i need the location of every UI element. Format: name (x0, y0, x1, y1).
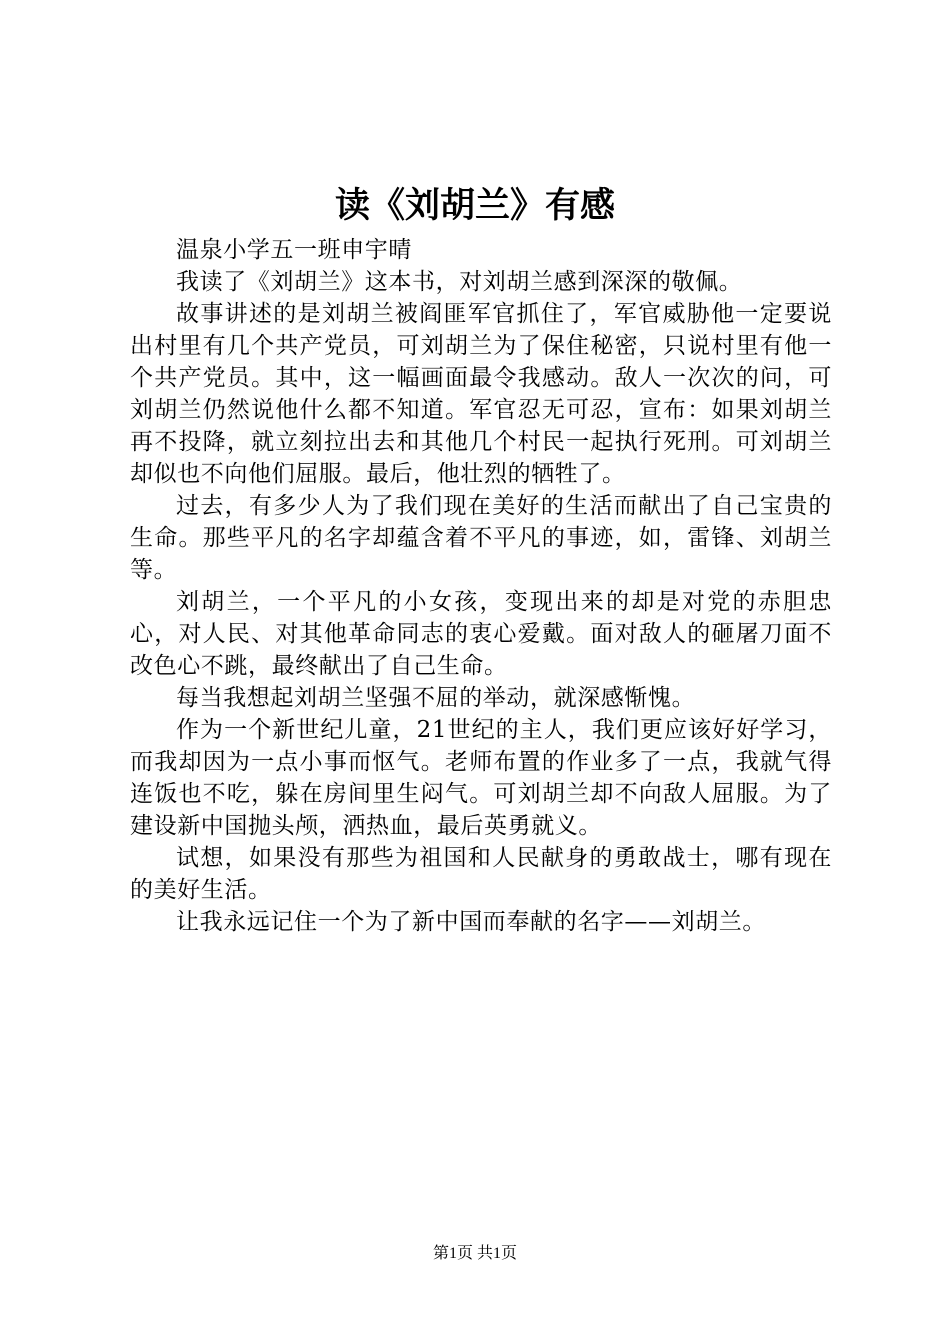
paragraph: 我读了《刘胡兰》这本书，对刘胡兰感到深深的敬佩。 (176, 269, 743, 295)
document-body (130, 234, 832, 938)
paragraph: 每当我想起刘胡兰坚强不屈的举动，就深感惭愧。 (176, 685, 696, 711)
page-footer: 第1页 共1页 (432, 1245, 517, 1262)
paragraph: 过去，有多少人为了我们现在美好的生活而献出了自己宝贵的生命。那些平凡的名字却蕴含着不平凡的事迹，如，雷锋、刘胡兰等。 (130, 493, 832, 583)
paragraph: 作为一个新世纪儿童，21世纪的主人，我们更应该好好学习，而我却因为一点小事而怄气。老师布置的作业多了一点，我就气得连饭也不吃，躲在房间里生闷气。可刘胡兰却不向敌人屈服。为了建设新中国抛头颅，洒热血，最后英勇就义。 (130, 717, 832, 839)
author-line: 温泉小学五一班申宇晴 (176, 237, 412, 263)
paragraph: 让我永远记住一个为了新中国而奉献的名字——刘胡兰。 (176, 909, 766, 935)
paragraph: 刘胡兰，一个平凡的小女孩，变现出来的却是对党的赤胆忠心，对人民、对其他革命同志的衷心爱戴。面对敌人的砸屠刀面不改色心不跳，最终献出了自己生命。 (130, 589, 832, 679)
paragraph: 试想，如果没有那些为祖国和人民献身的勇敢战士，哪有现在的美好生活。 (130, 845, 832, 903)
paragraph: 故事讲述的是刘胡兰被阎匪军官抓住了，军官威胁他一定要说出村里有几个共产党员，可刘胡兰为了保住秘密，只说村里有他一个共产党员。其中，这一幅画面最令我感动。敌人一次次的问，可刘胡兰仍然说他什么都不知道。军官忍无可忍，宣布：如果刘胡兰再不投降，就立刻拉出去和其他几个村民一起执行死刑。可刘胡兰却似也不向他们屈服。最后，他壮烈的牺牲了。 (130, 301, 832, 487)
document-title: 读《刘胡兰》有感 (334, 186, 615, 226)
